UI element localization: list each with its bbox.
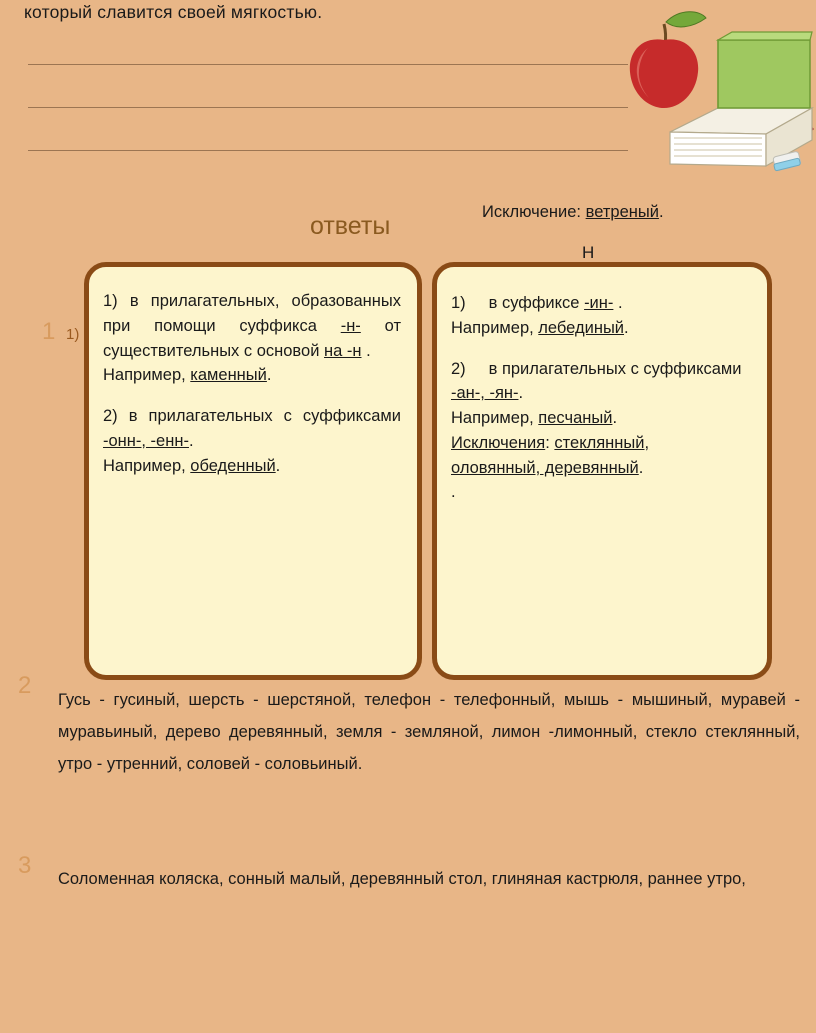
n-item-2-example-label: Например,: [451, 409, 534, 427]
answers-heading: ответы: [310, 212, 391, 240]
blank-line-1: [28, 64, 628, 65]
nn-item-2: [103, 404, 401, 454]
nn-rules-content: [89, 267, 417, 488]
nn-item-1-text-b: от существительных с основой: [103, 316, 401, 360]
nn-item-1-number: 1): [103, 292, 118, 310]
n-item-2: [451, 357, 751, 407]
nn-item-2-number: 2): [103, 407, 118, 425]
nn-item-2-example: [103, 454, 401, 479]
apple-and-book-illustration: [614, 4, 814, 194]
nn-item-1-text-c: .: [366, 341, 371, 360]
nn-item-2-suffixes: -онн-, -енн-: [103, 431, 189, 450]
n-rules-content: [437, 267, 767, 515]
nn-item-2-text-a: в прилагательных с суффиксами: [128, 407, 401, 425]
n-item-2-text-b: .: [518, 384, 524, 403]
nn-item-1-example: [103, 363, 401, 388]
nn-item-1-base: на -н: [324, 341, 362, 360]
nn-item-2-example-label: Например,: [103, 456, 186, 475]
n-item-1-example-label: Например,: [451, 318, 534, 337]
nn-spacer: [103, 388, 401, 404]
exception-note-word: ветреный: [585, 203, 659, 221]
n-item-1: [451, 291, 751, 316]
item-marker-1: 1: [42, 318, 56, 345]
item-marker-1-inline: 1): [66, 326, 80, 343]
nn-item-1-example-word: каменный: [190, 366, 267, 385]
top-sentence: который славится своей мягкостью.: [24, 2, 323, 22]
item-marker-3: 3: [18, 852, 32, 879]
n-exceptions-words-1: стеклянный,: [554, 433, 650, 452]
nn-item-2-example-word: обеденный: [190, 456, 276, 475]
answer-paragraph-2: Гусь - гусиный, шерсть - шерстяной, телефон - телефонный, мышь - мышиный, муравей - муравьиный, дерево деревянный, земля - земляной, лимон -лимонный, стекло стеклянный, утро - утренний, соловей - соловьиный.: [58, 691, 800, 774]
n-item-1-example: [451, 316, 751, 341]
n-item-2-suffixes: -ан-, -ян-: [451, 384, 519, 403]
n-item-1-text-a: в суффиксе: [488, 294, 580, 312]
blank-line-2: [28, 107, 628, 108]
n-exceptions-line-2: [451, 456, 751, 481]
n-item-1-text-b: .: [617, 294, 623, 312]
nn-item-1-text-a: в прилагательных, образованных при помощи суффикса: [103, 292, 401, 335]
n-exceptions-end: .: [638, 458, 644, 477]
n-item-1-suffix: -ин-: [584, 294, 614, 312]
n-exceptions-colon: :: [545, 433, 550, 452]
exception-note-suffix: .: [658, 203, 664, 221]
exception-note-prefix: Исключение:: [482, 203, 582, 221]
n-item-2-example: [451, 406, 751, 431]
nn-item-1-suffix: -н-: [340, 316, 361, 335]
n-item-2-example-end: .: [612, 409, 618, 427]
n-item-2-text-a: в прилагательных с суффиксами: [488, 359, 742, 378]
n-spacer: [451, 341, 751, 357]
nn-item-1-example-label: Например,: [103, 366, 186, 385]
n-item-1-example-word: лебединый: [538, 318, 625, 337]
nn-item-2-example-end: .: [275, 456, 281, 475]
n-item-1-number: 1): [451, 294, 466, 312]
answer-paragraph-3: Соломенная коляска, сонный малый, деревянный стол, глиняная кастрюля, раннее утро,: [58, 870, 746, 888]
n-trailing-dot: .: [451, 483, 456, 502]
blank-line-3: [28, 150, 628, 151]
nn-item-1: [103, 289, 401, 363]
n-item-2-number: 2): [451, 359, 466, 378]
n-item-2-example-word: песчаный: [538, 409, 613, 427]
nn-item-2-text-b: .: [188, 431, 194, 450]
n-item-1-example-end: .: [624, 318, 629, 337]
item-marker-2: 2: [18, 672, 32, 699]
nn-item-1-example-end: .: [266, 366, 272, 385]
n-exceptions-label: Исключения: [451, 433, 546, 452]
n-exceptions-words-2: оловянный, деревянный: [451, 458, 639, 477]
n-heading: Н: [582, 243, 595, 262]
nn-rules-box: [84, 262, 422, 680]
n-rules-box: [432, 262, 772, 680]
exception-note: [482, 203, 664, 222]
n-exceptions-line-1: [451, 431, 751, 456]
